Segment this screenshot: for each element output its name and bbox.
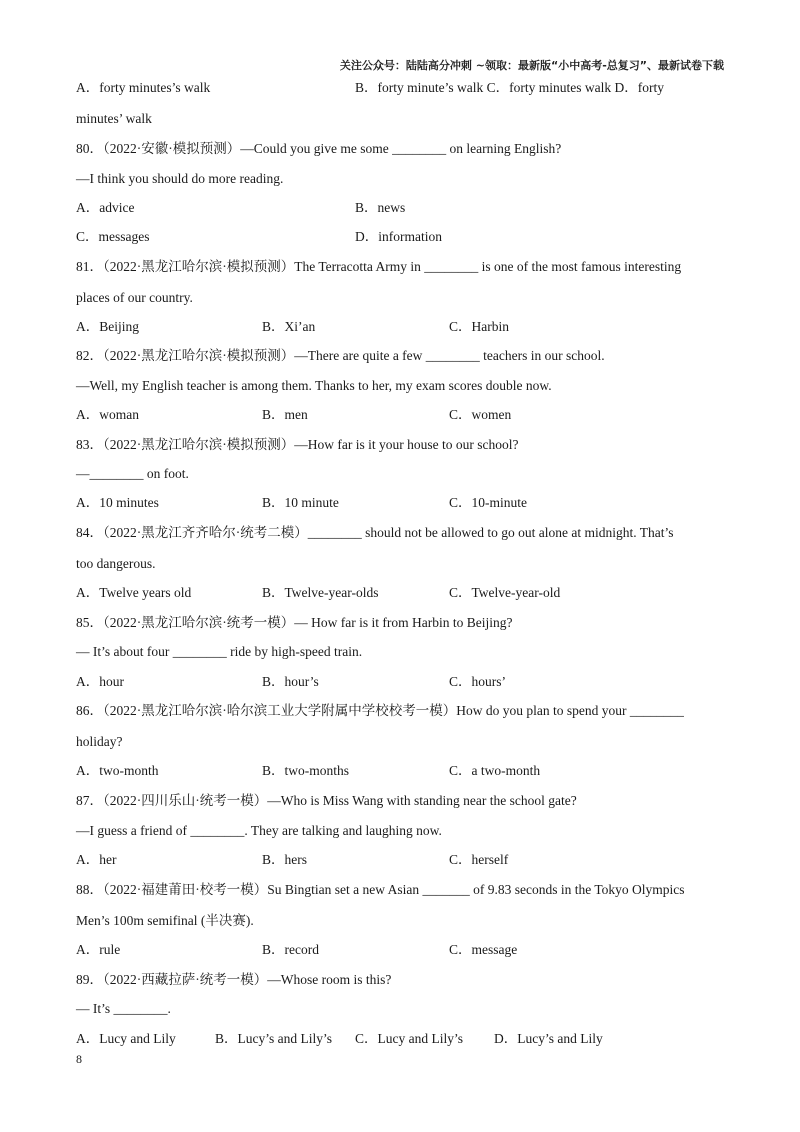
q86-option-c: C．a two-month: [449, 763, 541, 778]
q89-stem: 89．（2022·西藏拉萨·统考一模）—Whose room is this?: [76, 972, 392, 987]
q82-option-b: B．men: [262, 407, 308, 422]
q85-option-a: A．hour: [76, 674, 124, 689]
q84-stem: 84．（2022·黑龙江齐齐哈尔·统考二模）________ should not be allowed to go out alone at midnight. That’s: [76, 525, 674, 540]
q79-option-a: A．forty minutes’s walk: [76, 80, 211, 95]
q87-option-c: C．herself: [449, 852, 509, 867]
q86-stem-continued: holiday?: [76, 734, 123, 749]
q88-option-a: A．rule: [76, 942, 121, 957]
q85-option-c: C．hours’: [449, 674, 506, 689]
q84-option-b: B．Twelve-year-olds: [262, 585, 379, 600]
q80-stem: 80．（2022·安徽·模拟预测）—Could you give me some ________ on learning English?: [76, 141, 562, 156]
q86-stem: 86．（2022·黑龙江哈尔滨·哈尔滨工业大学附属中学校校考一模）How do you plan to spend your ________: [76, 703, 684, 718]
q82-stem: 82．（2022·黑龙江哈尔滨·模拟预测）—There are quite a few ________ teachers in our school.: [76, 348, 605, 363]
q87-reply: —I guess a friend of ________. They are talking and laughing now.: [76, 823, 442, 838]
q89-option-b: B．Lucy’s and Lily’s: [215, 1031, 332, 1046]
page-header: 关注公众号：陆陆高分冲刺 ~领取：最新版“小中高考-总复习”、最新试卷下载: [339, 59, 724, 72]
q89-reply: — It’s ________.: [76, 1001, 171, 1016]
q83-option-b: B．10 minute: [262, 495, 339, 510]
q84-stem-continued: too dangerous.: [76, 556, 156, 571]
q87-stem: 87．（2022·四川乐山·统考一模）—Who is Miss Wang with standing near the school gate?: [76, 793, 577, 808]
q85-stem: 85．（2022·黑龙江哈尔滨·统考一模）— How far is it from Harbin to Beijing?: [76, 615, 513, 630]
q87-option-b: B．hers: [262, 852, 307, 867]
q89-option-a: A．Lucy and Lily: [76, 1031, 176, 1046]
q83-option-a: A．10 minutes: [76, 495, 159, 510]
q80-option-d: D．information: [355, 229, 442, 244]
q86-option-b: B．two-months: [262, 763, 350, 778]
q82-option-c: C．women: [449, 407, 512, 422]
q80-reply: —I think you should do more reading.: [76, 171, 284, 186]
q83-reply: —________ on foot.: [76, 466, 189, 481]
q81-stem: 81．（2022·黑龙江哈尔滨·模拟预测）The Terracotta Army in ________ is one of the most famous interesting: [76, 259, 682, 274]
q88-option-c: C．message: [449, 942, 518, 957]
q88-option-b: B．record: [262, 942, 319, 957]
q81-stem-continued: places of our country.: [76, 290, 193, 305]
q83-stem: 83．（2022·黑龙江哈尔滨·模拟预测）—How far is it your house to our school?: [76, 437, 519, 452]
q81-option-b: B．Xi’an: [262, 319, 316, 334]
q81-option-c: C．Harbin: [449, 319, 509, 334]
q87-option-a: A．her: [76, 852, 117, 867]
q83-option-c: C．10-minute: [449, 495, 527, 510]
q80-option-c: C．messages: [76, 229, 150, 244]
q84-option-a: A．Twelve years old: [76, 585, 192, 600]
q89-option-d: D．Lucy’s and Lily: [494, 1031, 603, 1046]
q80-option-a: A．advice: [76, 200, 135, 215]
q86-option-a: A．two-month: [76, 763, 159, 778]
q81-option-a: A．Beijing: [76, 319, 139, 334]
q84-option-c: C．Twelve-year-old: [449, 585, 561, 600]
q85-reply: — It’s about four ________ ride by high-speed train.: [76, 644, 363, 659]
q82-option-a: A．woman: [76, 407, 139, 422]
q89-option-c: C．Lucy and Lily’s: [355, 1031, 463, 1046]
q80-option-b: B．news: [355, 200, 406, 215]
q88-stem: 88．（2022·福建莆田·校考一模）Su Bingtian set a new Asian _______ of 9.83 seconds in the Tokyo Olympics: [76, 882, 685, 897]
q79-options-bcd: B．forty minute’s walk C．forty minutes walk D．forty: [355, 80, 664, 95]
page-number: 8: [76, 1052, 82, 1066]
q85-option-b: B．hour’s: [262, 674, 319, 689]
q88-stem-continued: Men’s 100m semifinal (半决赛).: [76, 913, 254, 928]
q82-reply: —Well, my English teacher is among them. Thanks to her, my exam scores double now.: [76, 378, 552, 393]
q79-option-d-continued: minutes’ walk: [76, 111, 152, 126]
